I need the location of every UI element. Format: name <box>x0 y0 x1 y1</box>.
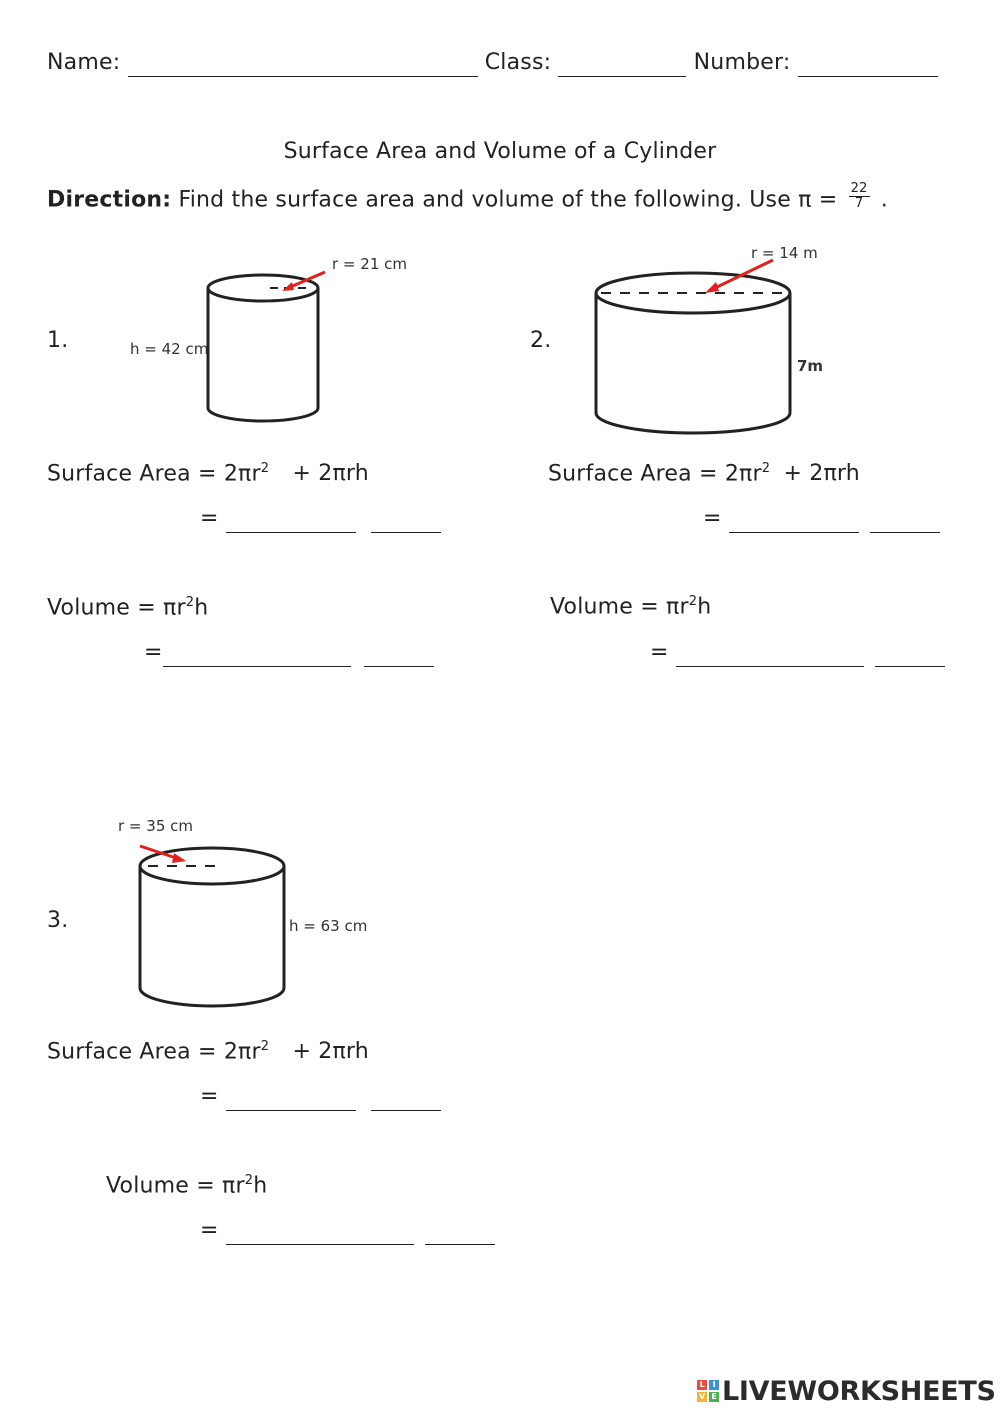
vol-label-2: Volume = πr <box>550 594 689 620</box>
logo-text: LIVEWORKSHEETS <box>722 1376 996 1407</box>
logo-mark-v: V <box>697 1392 707 1402</box>
problem-1-surface-area-formula <box>47 461 369 486</box>
cylinder-2-arrowhead <box>705 282 719 293</box>
cylinder-2-height-label: 7m <box>797 357 824 375</box>
logo-mark-e: E <box>709 1392 719 1402</box>
number-field[interactable] <box>798 52 938 77</box>
cylinder-1-bottom <box>208 408 318 421</box>
number-label: Number: <box>693 50 791 75</box>
cylinder-1-arrowhead <box>282 282 294 291</box>
vol-tail-2: h <box>697 594 712 620</box>
class-field[interactable] <box>558 52 686 77</box>
cylinder-3-diagram <box>132 836 297 1016</box>
sa-answer-input-3[interactable] <box>226 1086 356 1111</box>
problem-3-number: 3. <box>47 908 69 933</box>
vol-equals-2: = <box>650 640 669 665</box>
cylinder-1-diagram <box>200 268 330 428</box>
problem-2-volume-answer <box>650 640 945 667</box>
direction-end: . <box>880 187 888 213</box>
problem-2-surface-area-formula <box>548 461 860 486</box>
problem-3-surface-area-answer <box>200 1084 441 1111</box>
problem-2-volume-formula <box>550 594 711 619</box>
logo-mark-i: I <box>709 1380 719 1390</box>
pi-denominator: 7 <box>854 196 864 211</box>
cylinder-2-bottom <box>596 413 790 433</box>
page-title: Surface Area and Volume of a Cylinder <box>283 139 717 164</box>
problem-1-volume-formula <box>47 595 208 620</box>
pi-numerator: 22 <box>850 181 868 196</box>
sa-answer-input-2[interactable] <box>729 508 859 533</box>
sa-sup-3: 2 <box>260 1039 270 1054</box>
cylinder-3-height-label: h = 63 cm <box>289 917 368 935</box>
sa-sup-1: 2 <box>260 461 270 476</box>
vol-answer-input-3[interactable] <box>226 1220 414 1245</box>
cylinder-1-height-label: h = 42 cm <box>130 340 209 358</box>
cylinder-3-arrowhead <box>172 853 186 863</box>
sa-label-2: Surface Area = 2πr <box>548 461 762 487</box>
problem-2-surface-area-answer <box>703 506 940 533</box>
cylinder-3-radius-label: r = 35 cm <box>118 817 193 835</box>
sa-equals-3: = <box>200 1084 219 1109</box>
sa-label-3: Surface Area = 2πr <box>47 1039 261 1065</box>
cylinder-1-arrow <box>288 272 325 288</box>
problem-3-volume-formula <box>106 1173 267 1198</box>
pi-fraction <box>849 182 870 211</box>
vol-equals-1: = <box>144 640 163 665</box>
sa-tail-3: + 2πrh <box>292 1039 369 1065</box>
vol-answer-input-1[interactable] <box>163 642 351 667</box>
problem-2-number: 2. <box>530 328 552 353</box>
problem-1-number: 1. <box>47 328 69 353</box>
vol-tail-1: h <box>194 595 209 621</box>
vol-sup-2: 2 <box>688 594 698 609</box>
problem-1-volume-answer <box>144 640 434 667</box>
logo-mark-icon <box>697 1380 719 1402</box>
sa-unit-input-3[interactable] <box>371 1086 441 1111</box>
sa-unit-input-1[interactable] <box>371 508 441 533</box>
vol-tail-3: h <box>253 1173 268 1199</box>
class-label: Class: <box>484 50 552 75</box>
cylinder-1-radius-label: r = 21 cm <box>332 255 407 273</box>
sa-answer-input-1[interactable] <box>226 508 356 533</box>
vol-equals-3: = <box>200 1218 219 1243</box>
sa-label-1: Surface Area = 2πr <box>47 461 261 487</box>
direction-label: Direction: <box>47 187 172 213</box>
vol-unit-input-1[interactable] <box>364 642 434 667</box>
sa-equals-2: = <box>703 506 722 531</box>
liveworksheets-logo <box>697 1376 996 1407</box>
header-row <box>47 50 938 77</box>
vol-sup-3: 2 <box>244 1173 254 1188</box>
vol-label-1: Volume = πr <box>47 595 186 621</box>
vol-unit-input-2[interactable] <box>875 642 945 667</box>
sa-equals-1: = <box>200 506 219 531</box>
problem-3-volume-answer <box>200 1218 495 1245</box>
cylinder-2-radius-label: r = 14 m <box>751 244 818 262</box>
vol-unit-input-3[interactable] <box>425 1220 495 1245</box>
cylinder-2-diagram <box>585 248 815 443</box>
direction-text: Find the surface area and volume of the following. Use π = <box>178 187 838 213</box>
vol-answer-input-2[interactable] <box>676 642 864 667</box>
logo-mark-l: L <box>697 1380 707 1390</box>
sa-unit-input-2[interactable] <box>870 508 940 533</box>
name-label: Name: <box>47 50 121 75</box>
cylinder-3-bottom <box>140 988 284 1006</box>
sa-tail-1: + 2πrh <box>292 461 369 487</box>
vol-label-3: Volume = πr <box>106 1173 245 1199</box>
sa-sup-2: 2 <box>761 461 771 476</box>
vol-sup-1: 2 <box>185 595 195 610</box>
direction <box>47 181 888 215</box>
name-field[interactable] <box>128 52 478 77</box>
problem-3-surface-area-formula <box>47 1039 369 1064</box>
sa-tail-2: + 2πrh <box>783 461 860 487</box>
problem-1-surface-area-answer <box>200 506 441 533</box>
